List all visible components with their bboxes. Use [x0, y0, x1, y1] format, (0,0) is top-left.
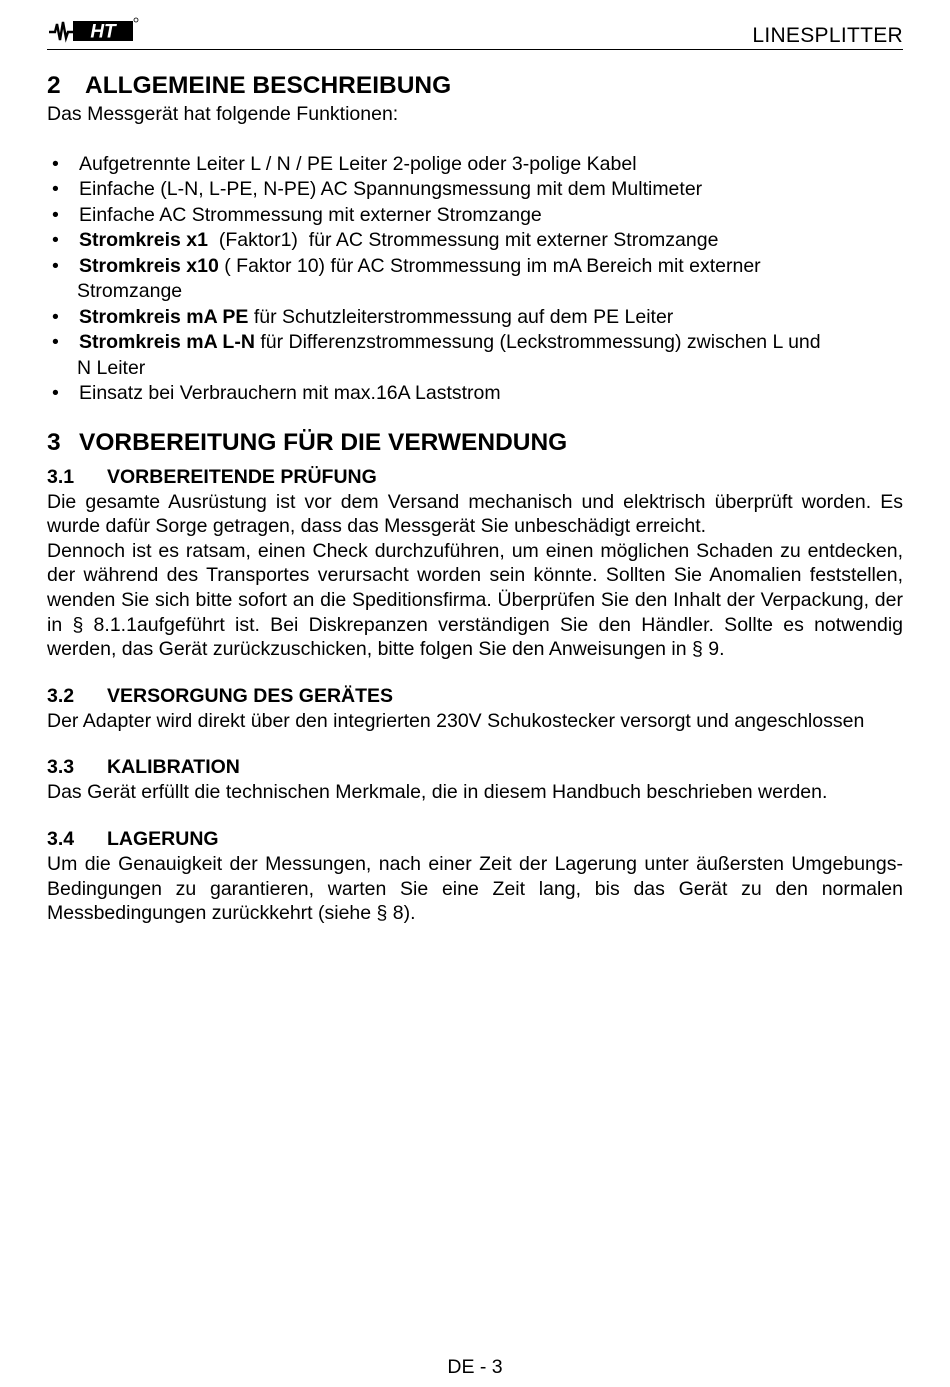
page-header: [47, 12, 903, 50]
list-item-text: ( Faktor 10) für AC Strommessung im mA Bereich mit externer: [218, 254, 761, 277]
subsection-number: 3.3: [47, 756, 75, 779]
paragraph: Um die Genauigkeit der Messungen, nach einer Zeit der Lagerung unter äußersten Umgebungs-Bedingungen zu garantieren, warten Sie eine Zeit lang, bis das Gerät zu den normalen Messbedingungen zurückkehrt (siehe § 8).: [47, 852, 903, 925]
list-item: [47, 305, 903, 331]
page-content: [47, 70, 903, 926]
list-item-text: Aufgetrennte Leiter L / N / PE Leiter 2-polige oder 3-polige Kabel: [79, 152, 637, 175]
list-item-text: für Differenzstrommessung (Leckstrommessung) zwischen L und: [254, 331, 821, 354]
list-item: [47, 177, 903, 203]
subsection-heading: [47, 684, 903, 709]
subsection-number: 3.2: [47, 684, 75, 707]
list-item-text: Einfache (L-N, L-PE, N-PE) AC Spannungsmessung mit dem Multimeter: [79, 178, 703, 201]
list-item: [47, 381, 903, 407]
subsection-title: VORBEREITENDE PRÜFUNG: [107, 465, 377, 488]
bullet-icon: •: [52, 203, 59, 226]
section-2-heading: [47, 70, 903, 102]
list-item-text: Einsatz bei Verbrauchern mit max.16A Laststrom: [79, 382, 501, 405]
subsection-heading: [47, 465, 903, 490]
document-title: LINESPLITTER: [752, 24, 903, 47]
section-2-intro: Das Messgerät hat folgende Funktionen:: [47, 103, 399, 125]
list-item: [47, 330, 903, 381]
bullet-icon: •: [52, 254, 59, 277]
list-item: [47, 152, 903, 178]
list-item-continuation: N Leiter: [77, 356, 146, 379]
paragraph: Die gesamte Ausrüstung ist vor dem Versand mechanisch und elektrisch überprüft worden. Es wurde dafür Sorge getragen, dass das Messgerät Sie unbeschädigt erreicht.: [47, 490, 903, 538]
paragraph: Dennoch ist es ratsam, einen Check durchzuführen, um einen möglichen Schaden zu entdecken, der während des Transportes verursacht worden sein könnte. Sollten Sie Anomalien feststellen, wenden Sie sich bitte sofort an die Speditionsfirma. Überprüfen Sie den Inhalt der Verpackung, der in § 8.1.1aufgeführt ist. Bei Diskrepanzen verständigen Sie den Händler. Sollte es notwendig werden, das Gerät zurückzuschicken, bitte folgen Sie den Anweisungen in § 9.: [47, 539, 903, 661]
list-item-text: (Faktor1) für AC Strommessung mit externer Stromzange: [208, 229, 719, 252]
paragraph: Der Adapter wird direkt über den integrierten 230V Schukostecker versorgt und angeschlossen: [47, 709, 865, 732]
subsection-title: LAGERUNG: [107, 827, 219, 850]
subsection-title: VERSORGUNG DES GERÄTES: [107, 684, 394, 707]
bullet-icon: •: [52, 152, 59, 175]
list-item-continuation: Stromzange: [77, 280, 183, 303]
list-item-bold: Stromkreis x1: [79, 229, 208, 252]
bullet-icon: •: [52, 331, 59, 354]
list-item-text: Einfache AC Strommessung mit externer Stromzange: [79, 203, 542, 226]
bullet-icon: •: [52, 178, 59, 201]
section-3-number: 3: [47, 428, 61, 456]
list-item-bold: Stromkreis mA L-N: [79, 331, 255, 354]
bullet-icon: •: [52, 305, 59, 328]
subsection-number: 3.1: [47, 465, 75, 488]
subsection-3-4: [47, 827, 903, 926]
paragraph: Das Gerät erfüllt die technischen Merkmale, die in diesem Handbuch beschrieben werden.: [47, 781, 828, 804]
subsection-3-3: [47, 755, 903, 805]
section-3-heading: [47, 427, 903, 459]
subsection-number: 3.4: [47, 827, 75, 850]
bullet-icon: •: [52, 229, 59, 252]
subsection-title: KALIBRATION: [107, 756, 240, 779]
feature-list: [47, 152, 903, 407]
list-item: [47, 254, 903, 305]
list-item-text: für Schutzleiterstrommessung auf dem PE Leiter: [248, 305, 674, 328]
subsection-heading: [47, 755, 903, 780]
list-item: [47, 228, 903, 254]
list-item-bold: Stromkreis x10: [79, 254, 219, 277]
ht-logo-icon: [47, 16, 139, 44]
bullet-icon: •: [52, 382, 59, 405]
section-3-title: VORBEREITUNG FÜR DIE VERWENDUNG: [79, 428, 568, 456]
page-number: DE - 3: [447, 1356, 503, 1378]
list-item: [47, 203, 903, 229]
list-item-bold: Stromkreis mA PE: [79, 305, 249, 328]
subsection-3-2: [47, 684, 903, 734]
subsection-3-1: [47, 465, 903, 662]
logo-text: HT: [90, 21, 116, 43]
section-2-number: 2: [47, 72, 61, 99]
header-divider: [47, 49, 903, 50]
subsection-heading: [47, 827, 903, 852]
section-2-title: ALLGEMEINE BESCHREIBUNG: [85, 72, 452, 99]
